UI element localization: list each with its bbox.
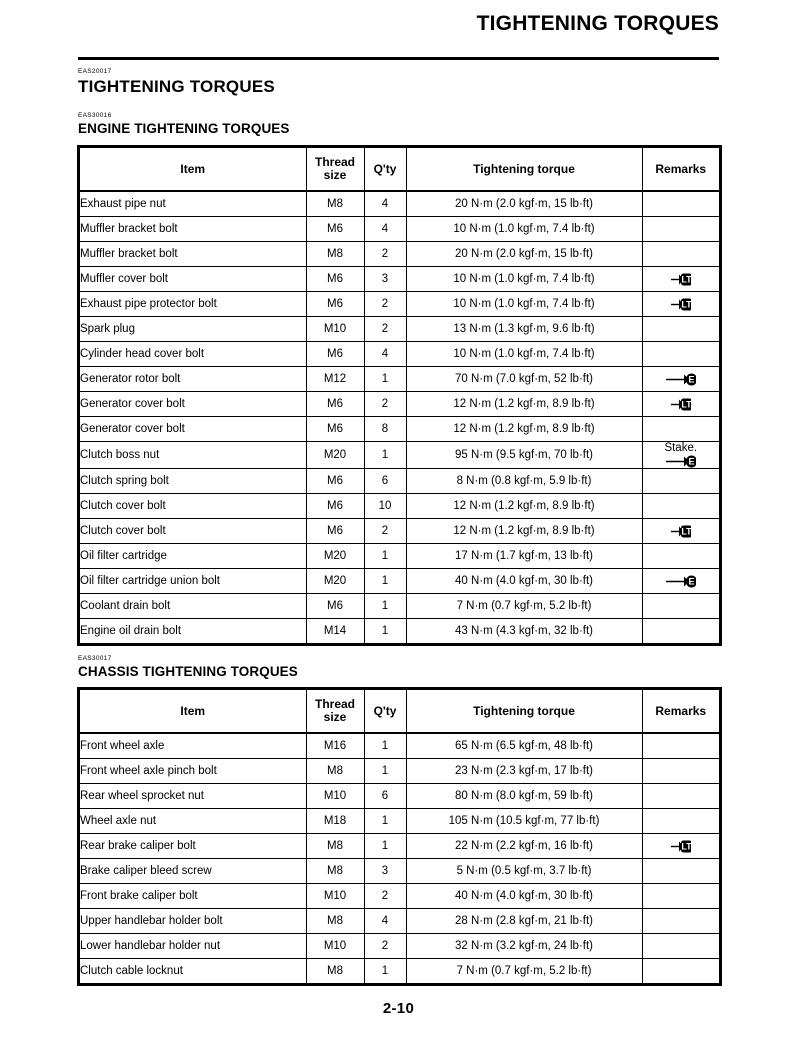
lt-tag-icon bbox=[671, 298, 691, 311]
cell-thread-size: M6 bbox=[306, 519, 364, 544]
cell-item: Rear brake caliper bolt bbox=[79, 834, 306, 859]
chassis-table-body bbox=[79, 733, 720, 984]
cell-thread-size: M10 bbox=[306, 934, 364, 959]
cell-remarks bbox=[642, 392, 720, 417]
cell-item: Lower handlebar holder nut bbox=[79, 934, 306, 959]
cell-tightening-torque: 12 N·m (1.2 kgf·m, 8.9 lb·ft) bbox=[406, 392, 642, 417]
cell-item: Spark plug bbox=[79, 317, 306, 342]
table-row bbox=[79, 519, 720, 544]
cell-remarks bbox=[642, 959, 720, 985]
cell-item: Brake caliper bleed screw bbox=[79, 859, 306, 884]
cell-remarks bbox=[642, 859, 720, 884]
cell-qty: 4 bbox=[364, 342, 406, 367]
column-header-remarks: Remarks bbox=[642, 147, 720, 191]
cell-thread-size: M8 bbox=[306, 859, 364, 884]
cell-qty: 10 bbox=[364, 494, 406, 519]
cell-remarks bbox=[642, 342, 720, 367]
column-header-torque: Tightening torque bbox=[406, 147, 642, 191]
cell-tightening-torque: 40 N·m (4.0 kgf·m, 30 lb·ft) bbox=[406, 569, 642, 594]
cell-tightening-torque: 10 N·m (1.0 kgf·m, 7.4 lb·ft) bbox=[406, 292, 642, 317]
cell-qty: 4 bbox=[364, 217, 406, 242]
table-row bbox=[79, 469, 720, 494]
cell-remarks bbox=[642, 759, 720, 784]
cell-tightening-torque: 20 N·m (2.0 kgf·m, 15 lb·ft) bbox=[406, 191, 642, 217]
column-header-torque: Tightening torque bbox=[406, 689, 642, 733]
cell-item: Exhaust pipe protector bolt bbox=[79, 292, 306, 317]
cell-item: Muffler bracket bolt bbox=[79, 242, 306, 267]
cell-qty: 2 bbox=[364, 317, 406, 342]
cell-thread-size: M8 bbox=[306, 834, 364, 859]
cell-thread-size: M16 bbox=[306, 733, 364, 759]
cell-thread-size: M10 bbox=[306, 884, 364, 909]
table-header-row bbox=[79, 147, 720, 191]
cell-qty: 2 bbox=[364, 519, 406, 544]
remark-cell-content bbox=[643, 575, 720, 588]
column-header-qty: Q'ty bbox=[364, 147, 406, 191]
svg-text:E: E bbox=[688, 374, 695, 385]
cell-tightening-torque: 80 N·m (8.0 kgf·m, 59 lb·ft) bbox=[406, 784, 642, 809]
cell-qty: 3 bbox=[364, 859, 406, 884]
cell-item: Muffler bracket bolt bbox=[79, 217, 306, 242]
cell-thread-size: M20 bbox=[306, 569, 364, 594]
cell-remarks bbox=[642, 884, 720, 909]
cell-remarks bbox=[642, 834, 720, 859]
cell-remarks bbox=[642, 809, 720, 834]
cell-item: Front brake caliper bolt bbox=[79, 884, 306, 909]
cell-thread-size: M8 bbox=[306, 242, 364, 267]
cell-thread-size: M8 bbox=[306, 909, 364, 934]
table-row bbox=[79, 934, 720, 959]
cell-item: Cylinder head cover bolt bbox=[79, 342, 306, 367]
cell-thread-size: M6 bbox=[306, 217, 364, 242]
column-header-remarks: Remarks bbox=[642, 689, 720, 733]
cell-remarks bbox=[642, 317, 720, 342]
cell-remarks bbox=[642, 544, 720, 569]
table-row bbox=[79, 784, 720, 809]
cell-qty: 2 bbox=[364, 884, 406, 909]
cell-tightening-torque: 10 N·m (1.0 kgf·m, 7.4 lb·ft) bbox=[406, 217, 642, 242]
column-header-item: Item bbox=[79, 689, 306, 733]
cell-thread-size: M10 bbox=[306, 784, 364, 809]
remark-cell-content bbox=[643, 373, 720, 386]
page-number: 2-10 bbox=[382, 1000, 415, 1017]
table-row bbox=[79, 909, 720, 934]
cell-item: Muffler cover bolt bbox=[79, 267, 306, 292]
cell-remarks bbox=[642, 469, 720, 494]
svg-text:LT: LT bbox=[681, 841, 691, 852]
cell-tightening-torque: 12 N·m (1.2 kgf·m, 8.9 lb·ft) bbox=[406, 417, 642, 442]
cell-thread-size: M10 bbox=[306, 317, 364, 342]
table-row bbox=[79, 594, 720, 619]
table-row bbox=[79, 242, 720, 267]
table-row bbox=[79, 342, 720, 367]
remark-text: Stake. bbox=[664, 442, 698, 454]
cell-item: Clutch spring bolt bbox=[79, 469, 306, 494]
cell-remarks bbox=[642, 934, 720, 959]
cell-qty: 4 bbox=[364, 191, 406, 217]
svg-text:LT: LT bbox=[681, 274, 691, 285]
table-row bbox=[79, 759, 720, 784]
thread-size-line1: Thread bbox=[314, 697, 355, 711]
e-tag-icon bbox=[666, 373, 696, 386]
table-row bbox=[79, 959, 720, 985]
header-rule bbox=[78, 57, 719, 60]
svg-text:LT: LT bbox=[681, 526, 691, 537]
cell-item: Clutch cable locknut bbox=[79, 959, 306, 985]
cell-qty: 2 bbox=[364, 242, 406, 267]
e-tag-icon bbox=[666, 575, 696, 588]
thread-size-line1: Thread bbox=[314, 155, 355, 169]
cell-remarks bbox=[642, 417, 720, 442]
cell-qty: 6 bbox=[364, 784, 406, 809]
cell-qty: 8 bbox=[364, 417, 406, 442]
cell-thread-size: M6 bbox=[306, 342, 364, 367]
cell-qty: 2 bbox=[364, 934, 406, 959]
table-row bbox=[79, 809, 720, 834]
table-row bbox=[79, 442, 720, 469]
cell-remarks bbox=[642, 733, 720, 759]
cell-qty: 1 bbox=[364, 759, 406, 784]
section-title-main: TIGHTENING TORQUES bbox=[78, 77, 275, 96]
svg-text:E: E bbox=[688, 456, 695, 467]
cell-thread-size: M6 bbox=[306, 494, 364, 519]
cell-item: Exhaust pipe nut bbox=[79, 191, 306, 217]
cell-remarks bbox=[642, 217, 720, 242]
cell-remarks bbox=[642, 569, 720, 594]
table-row bbox=[79, 417, 720, 442]
cell-qty: 3 bbox=[364, 267, 406, 292]
thread-size-line2: size bbox=[323, 710, 347, 724]
cell-item: Front wheel axle bbox=[79, 733, 306, 759]
cell-qty: 1 bbox=[364, 834, 406, 859]
cell-qty: 1 bbox=[364, 367, 406, 392]
cell-thread-size: M6 bbox=[306, 392, 364, 417]
cell-tightening-torque: 32 N·m (3.2 kgf·m, 24 lb·ft) bbox=[406, 934, 642, 959]
cell-remarks bbox=[642, 442, 720, 469]
cell-qty: 1 bbox=[364, 619, 406, 645]
cell-item: Generator cover bolt bbox=[79, 417, 306, 442]
table-row bbox=[79, 267, 720, 292]
table-row bbox=[79, 392, 720, 417]
cell-remarks bbox=[642, 242, 720, 267]
cell-tightening-torque: 95 N·m (9.5 kgf·m, 70 lb·ft) bbox=[406, 442, 642, 469]
lt-tag-icon bbox=[671, 525, 691, 538]
engine-table-body bbox=[79, 191, 720, 644]
lt-tag-icon bbox=[671, 398, 691, 411]
e-tag-icon bbox=[666, 455, 696, 468]
cell-thread-size: M8 bbox=[306, 759, 364, 784]
cell-thread-size: M20 bbox=[306, 442, 364, 469]
cell-qty: 6 bbox=[364, 469, 406, 494]
cell-tightening-torque: 10 N·m (1.0 kgf·m, 7.4 lb·ft) bbox=[406, 342, 642, 367]
table-row bbox=[79, 884, 720, 909]
cell-item: Engine oil drain bolt bbox=[79, 619, 306, 645]
cell-qty: 1 bbox=[364, 809, 406, 834]
cell-remarks bbox=[642, 191, 720, 217]
table-row bbox=[79, 834, 720, 859]
section-title-chassis: CHASSIS TIGHTENING TORQUES bbox=[78, 664, 298, 679]
cell-remarks bbox=[642, 909, 720, 934]
cell-thread-size: M6 bbox=[306, 267, 364, 292]
table-row bbox=[79, 733, 720, 759]
engine-tightening-torques-table bbox=[78, 146, 721, 645]
table-row bbox=[79, 292, 720, 317]
section-code-chassis: EAS30017 bbox=[78, 655, 112, 662]
cell-tightening-torque: 7 N·m (0.7 kgf·m, 5.2 lb·ft) bbox=[406, 959, 642, 985]
cell-remarks bbox=[642, 267, 720, 292]
cell-qty: 1 bbox=[364, 569, 406, 594]
column-header-thread-size bbox=[306, 147, 364, 191]
cell-tightening-torque: 5 N·m (0.5 kgf·m, 3.7 lb·ft) bbox=[406, 859, 642, 884]
section-heading-main bbox=[78, 68, 275, 97]
table-row bbox=[79, 544, 720, 569]
cell-tightening-torque: 105 N·m (10.5 kgf·m, 77 lb·ft) bbox=[406, 809, 642, 834]
cell-tightening-torque: 17 N·m (1.7 kgf·m, 13 lb·ft) bbox=[406, 544, 642, 569]
cell-remarks bbox=[642, 784, 720, 809]
cell-qty: 1 bbox=[364, 959, 406, 985]
column-header-thread-size bbox=[306, 689, 364, 733]
cell-item: Rear wheel sprocket nut bbox=[79, 784, 306, 809]
thread-size-line2: size bbox=[323, 168, 347, 182]
cell-remarks bbox=[642, 519, 720, 544]
cell-item: Wheel axle nut bbox=[79, 809, 306, 834]
column-header-qty: Q'ty bbox=[364, 689, 406, 733]
cell-item: Clutch cover bolt bbox=[79, 519, 306, 544]
cell-qty: 1 bbox=[364, 442, 406, 469]
remark-cell-content bbox=[643, 840, 720, 853]
table-row bbox=[79, 619, 720, 645]
cell-thread-size: M18 bbox=[306, 809, 364, 834]
section-title-engine: ENGINE TIGHTENING TORQUES bbox=[78, 121, 290, 136]
cell-tightening-torque: 70 N·m (7.0 kgf·m, 52 lb·ft) bbox=[406, 367, 642, 392]
cell-tightening-torque: 40 N·m (4.0 kgf·m, 30 lb·ft) bbox=[406, 884, 642, 909]
cell-item: Clutch cover bolt bbox=[79, 494, 306, 519]
cell-qty: 1 bbox=[364, 733, 406, 759]
cell-qty: 1 bbox=[364, 594, 406, 619]
cell-item: Oil filter cartridge union bolt bbox=[79, 569, 306, 594]
table-row bbox=[79, 191, 720, 217]
cell-item: Generator cover bolt bbox=[79, 392, 306, 417]
cell-thread-size: M12 bbox=[306, 367, 364, 392]
cell-thread-size: M20 bbox=[306, 544, 364, 569]
cell-tightening-torque: 12 N·m (1.2 kgf·m, 8.9 lb·ft) bbox=[406, 519, 642, 544]
svg-text:E: E bbox=[688, 576, 695, 587]
remark-cell-content bbox=[643, 398, 720, 411]
column-header-item: Item bbox=[79, 147, 306, 191]
section-code-engine: EAS30016 bbox=[78, 112, 112, 119]
cell-thread-size: M6 bbox=[306, 594, 364, 619]
section-code-main: EAS20017 bbox=[78, 68, 112, 75]
cell-item: Front wheel axle pinch bolt bbox=[79, 759, 306, 784]
cell-tightening-torque: 65 N·m (6.5 kgf·m, 48 lb·ft) bbox=[406, 733, 642, 759]
section-heading-chassis bbox=[78, 655, 298, 680]
cell-tightening-torque: 8 N·m (0.8 kgf·m, 5.9 lb·ft) bbox=[406, 469, 642, 494]
chassis-tightening-torques-table bbox=[78, 688, 721, 985]
cell-tightening-torque: 7 N·m (0.7 kgf·m, 5.2 lb·ft) bbox=[406, 594, 642, 619]
cell-qty: 2 bbox=[364, 292, 406, 317]
cell-item: Coolant drain bolt bbox=[79, 594, 306, 619]
cell-tightening-torque: 10 N·m (1.0 kgf·m, 7.4 lb·ft) bbox=[406, 267, 642, 292]
cell-tightening-torque: 20 N·m (2.0 kgf·m, 15 lb·ft) bbox=[406, 242, 642, 267]
running-head-title: TIGHTENING TORQUES bbox=[476, 12, 719, 35]
cell-item: Generator rotor bolt bbox=[79, 367, 306, 392]
cell-thread-size: M6 bbox=[306, 469, 364, 494]
cell-tightening-torque: 22 N·m (2.2 kgf·m, 16 lb·ft) bbox=[406, 834, 642, 859]
lt-tag-icon bbox=[671, 840, 691, 853]
cell-tightening-torque: 23 N·m (2.3 kgf·m, 17 lb·ft) bbox=[406, 759, 642, 784]
cell-thread-size: M6 bbox=[306, 417, 364, 442]
table-row bbox=[79, 859, 720, 884]
cell-remarks bbox=[642, 619, 720, 645]
cell-tightening-torque: 12 N·m (1.2 kgf·m, 8.9 lb·ft) bbox=[406, 494, 642, 519]
svg-text:LT: LT bbox=[681, 299, 691, 310]
remark-cell-content bbox=[643, 442, 720, 468]
cell-qty: 1 bbox=[364, 544, 406, 569]
svg-text:LT: LT bbox=[681, 399, 691, 410]
cell-thread-size: M14 bbox=[306, 619, 364, 645]
table-row bbox=[79, 569, 720, 594]
cell-remarks bbox=[642, 367, 720, 392]
cell-qty: 4 bbox=[364, 909, 406, 934]
cell-remarks bbox=[642, 494, 720, 519]
cell-thread-size: M8 bbox=[306, 959, 364, 985]
cell-item: Upper handlebar holder bolt bbox=[79, 909, 306, 934]
table-header-row bbox=[79, 689, 720, 733]
table-row bbox=[79, 494, 720, 519]
cell-thread-size: M8 bbox=[306, 191, 364, 217]
cell-thread-size: M6 bbox=[306, 292, 364, 317]
table-row bbox=[79, 367, 720, 392]
cell-remarks bbox=[642, 292, 720, 317]
remark-cell-content bbox=[643, 525, 720, 538]
cell-item: Clutch boss nut bbox=[79, 442, 306, 469]
table-row bbox=[79, 317, 720, 342]
table-row bbox=[79, 217, 720, 242]
cell-tightening-torque: 28 N·m (2.8 kgf·m, 21 lb·ft) bbox=[406, 909, 642, 934]
lt-tag-icon bbox=[671, 273, 691, 286]
section-heading-engine bbox=[78, 112, 290, 137]
cell-remarks bbox=[642, 594, 720, 619]
cell-tightening-torque: 43 N·m (4.3 kgf·m, 32 lb·ft) bbox=[406, 619, 642, 645]
cell-tightening-torque: 13 N·m (1.3 kgf·m, 9.6 lb·ft) bbox=[406, 317, 642, 342]
remark-cell-content bbox=[643, 273, 720, 286]
cell-item: Oil filter cartridge bbox=[79, 544, 306, 569]
remark-cell-content bbox=[643, 298, 720, 311]
cell-qty: 2 bbox=[364, 392, 406, 417]
